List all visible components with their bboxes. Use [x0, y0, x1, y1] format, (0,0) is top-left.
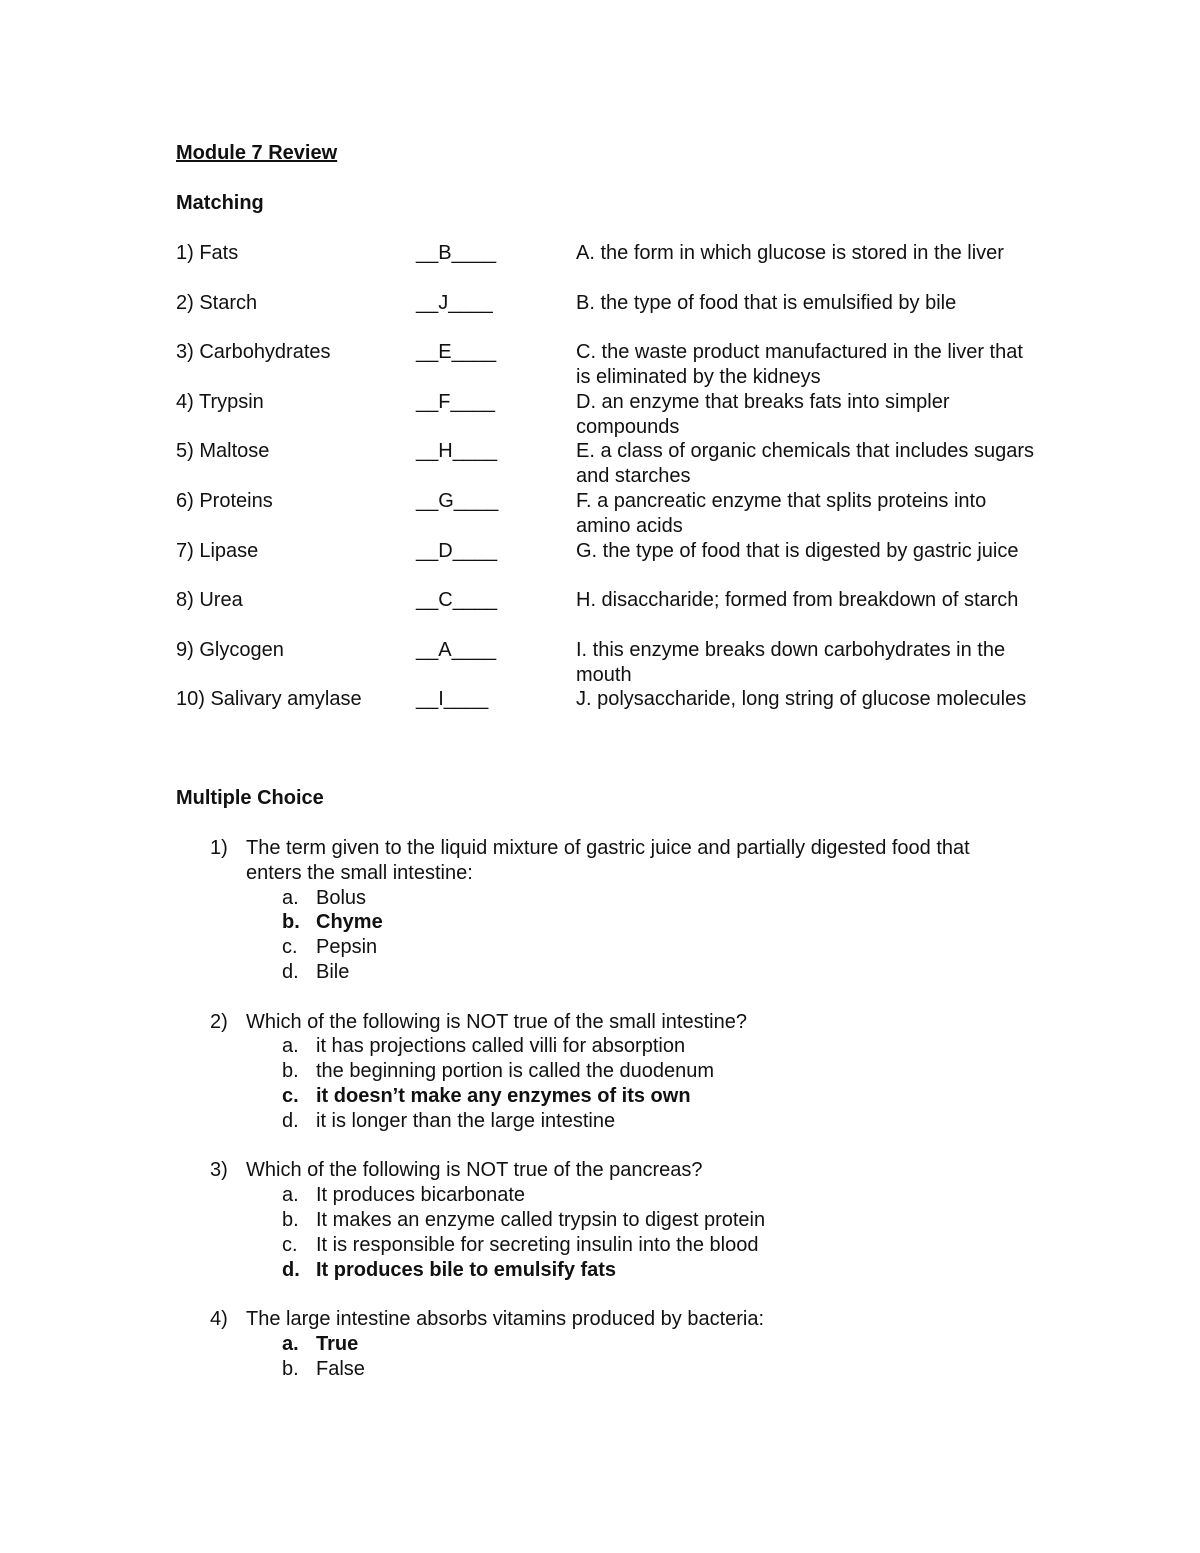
matching-term: 2) Starch [176, 291, 258, 314]
matching-answer: __F____ [416, 390, 495, 413]
matching-term: 9) Glycogen [176, 638, 284, 661]
matching-list [176, 241, 1036, 737]
answer-option-correct [282, 1258, 1010, 1283]
matching-definition: H. disaccharide; formed from breakdown of starch [576, 589, 1019, 612]
question-number: 4) [210, 1308, 228, 1331]
matching-term: 1) Fats [176, 242, 239, 264]
matching-term: 5) Maltose [176, 440, 270, 463]
matching-row [176, 390, 1036, 440]
answer-option [282, 886, 1010, 911]
matching-answer: __C____ [416, 589, 498, 612]
option-letter: a. [282, 1332, 299, 1355]
answer-option [282, 1357, 1010, 1382]
matching-answer: __G____ [416, 489, 499, 512]
option-letter: c. [282, 1084, 299, 1107]
option-letter: b. [282, 1060, 299, 1083]
question-stem [210, 1158, 1010, 1183]
option-letter: a. [282, 1184, 299, 1207]
matching-term: 8) Urea [176, 589, 243, 612]
matching-definition: C. the waste product manufactured in the liver that is eliminated by the kidneys [576, 341, 1023, 388]
question-text: The large intestine absorbs vitamins produced by bacteria: [246, 1308, 765, 1331]
option-text: False [316, 1357, 365, 1380]
question [210, 1307, 1010, 1381]
answer-option [282, 1183, 1010, 1208]
option-text: it is longer than the large intestine [316, 1109, 616, 1132]
option-letter: a. [282, 886, 299, 909]
multiple-choice-heading: Multiple Choice [176, 787, 324, 809]
question-number: 2) [210, 1010, 228, 1033]
answer-option [282, 1059, 1010, 1084]
option-text: It produces bicarbonate [316, 1184, 526, 1207]
matching-definition: D. an enzyme that breaks fats into simpler compounds [576, 390, 950, 438]
page-title: Module 7 Review [176, 142, 338, 164]
matching-term: 4) Trypsin [176, 390, 264, 413]
matching-row [176, 489, 1036, 539]
option-text: it has projections called villi for absorption [316, 1035, 686, 1058]
matching-row [176, 291, 1036, 341]
option-letter: d. [282, 960, 299, 983]
question [210, 836, 1010, 985]
option-text: True [316, 1332, 359, 1355]
answer-option [282, 1208, 1010, 1233]
answer-options [282, 886, 1010, 985]
matching-answer: __H____ [416, 440, 498, 463]
matching-definition: E. a class of organic chemicals that includes sugars and starches [576, 440, 1034, 488]
matching-row [176, 687, 1036, 737]
option-text: It makes an enzyme called trypsin to digest protein [316, 1208, 766, 1231]
matching-term: 7) Lipase [176, 539, 259, 562]
question-text: Which of the following is NOT true of the small intestine? [246, 1010, 747, 1033]
answer-option [282, 935, 1010, 960]
answer-option [282, 1109, 1010, 1134]
option-text: Bile [316, 960, 350, 983]
matching-row [176, 439, 1036, 489]
option-text: It produces bile to emulsify fats [316, 1258, 617, 1281]
matching-answer: __I____ [416, 688, 489, 711]
answer-option-correct [282, 910, 1010, 935]
option-text: Bolus [316, 886, 367, 909]
matching-answer: __D____ [416, 539, 498, 562]
answer-options [282, 1332, 1010, 1382]
question-text: The term given to the liquid mixture of gastric juice and partially digested food that enters the small intestine: [246, 837, 970, 884]
option-letter: b. [282, 911, 300, 934]
matching-answer: __A____ [416, 638, 497, 661]
option-letter: d. [282, 1258, 300, 1281]
option-letter: a. [282, 1035, 299, 1058]
option-text: Pepsin [316, 936, 378, 959]
option-text: It is responsible for secreting insulin into the blood [316, 1233, 759, 1256]
matching-row [176, 539, 1036, 589]
question-number: 3) [210, 1159, 228, 1182]
matching-definition: G. the type of food that is digested by gastric juice [576, 539, 1019, 562]
answer-option [282, 1233, 1010, 1258]
option-letter: b. [282, 1208, 299, 1231]
matching-answer: __J____ [416, 291, 493, 314]
question-stem [210, 1010, 1010, 1035]
option-letter: c. [282, 936, 298, 959]
matching-definition: A. the form in which glucose is stored in the liver [576, 242, 1004, 264]
matching-row [176, 241, 1036, 291]
matching-answer: __E____ [416, 341, 497, 364]
matching-definition: F. a pancreatic enzyme that splits proteins into amino acids [576, 489, 987, 537]
matching-definition: B. the type of food that is emulsified by bile [576, 291, 957, 314]
matching-row [176, 340, 1036, 390]
matching-row [176, 588, 1036, 638]
question-text: Which of the following is NOT true of the pancreas? [246, 1159, 703, 1182]
answer-options [282, 1183, 1010, 1282]
question-stem [210, 836, 1010, 886]
question [210, 1010, 1010, 1134]
option-text: Chyme [316, 911, 383, 934]
question [210, 1158, 1010, 1282]
multiple-choice-list [210, 836, 1010, 1406]
matching-definition: I. this enzyme breaks down carbohydrates in the mouth [576, 638, 1006, 686]
matching-definition: J. polysaccharide, long string of glucose molecules [576, 688, 1027, 711]
matching-term: 3) Carbohydrates [176, 341, 331, 364]
answer-option [282, 1034, 1010, 1059]
answer-option-correct [282, 1332, 1010, 1357]
option-letter: b. [282, 1357, 299, 1380]
matching-heading: Matching [176, 192, 264, 214]
option-text: the beginning portion is called the duodenum [316, 1060, 715, 1083]
option-letter: c. [282, 1233, 298, 1256]
answer-option-correct [282, 1084, 1010, 1109]
answer-options [282, 1034, 1010, 1133]
answer-option [282, 960, 1010, 985]
matching-answer: __B____ [416, 242, 497, 264]
question-stem [210, 1307, 1010, 1332]
option-letter: d. [282, 1109, 299, 1132]
option-text: it doesn’t make any enzymes of its own [316, 1084, 691, 1107]
matching-term: 10) Salivary amylase [176, 688, 362, 711]
matching-row [176, 638, 1036, 688]
matching-term: 6) Proteins [176, 489, 273, 512]
question-number: 1) [210, 837, 228, 859]
